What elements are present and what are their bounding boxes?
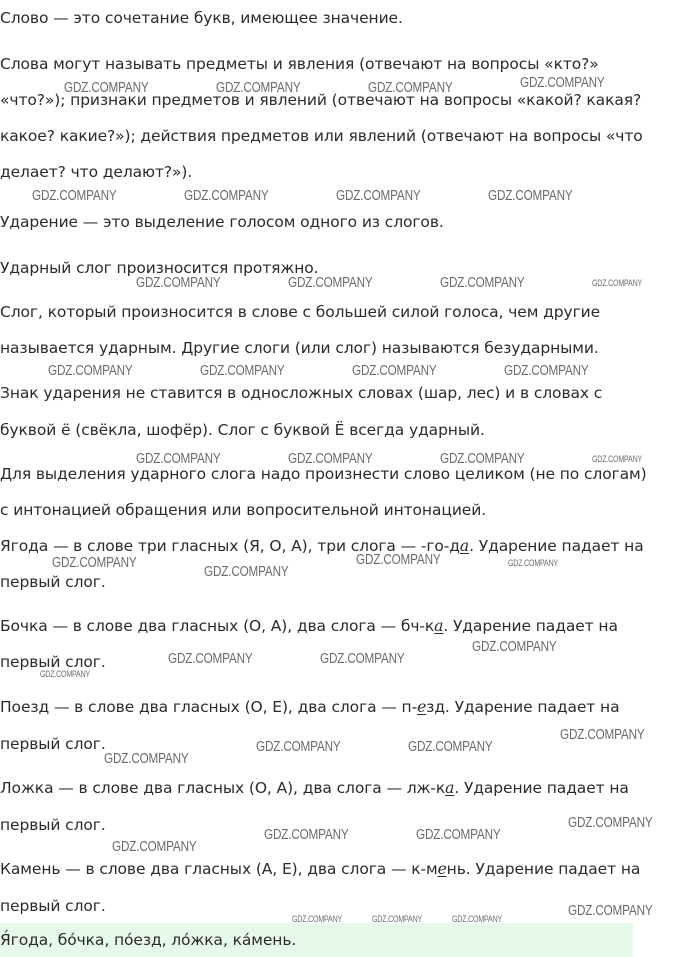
paragraph-word-types-line-1: Слова могут называть предметы и явления (отвечают на вопросы «кто?»	[0, 55, 599, 73]
watermark: GDZ.COMPANY	[288, 274, 373, 291]
word-analysis-poezd: Поезд — в слове два гласных (О, Е), два слога — п-езд. Ударение падает на	[0, 698, 620, 716]
watermark: GDZ.COMPANY	[136, 450, 221, 467]
watermark: GDZ.COMPANY	[104, 750, 189, 767]
paragraph-word-types-line-3: какое? какие?»); действия предметов или явлений (отвечают на вопросы «что	[0, 127, 643, 145]
watermark: GDZ.COMPANY	[560, 726, 645, 743]
watermark: GDZ.COMPANY	[472, 638, 557, 655]
stressed-vowel: е	[437, 860, 447, 878]
paragraph-word-types-line-2: «что?»); признаки предметов и явлений (отвечают на вопросы «какой? какая?	[0, 91, 642, 109]
watermark: GDZ.COMPANY	[168, 650, 253, 667]
paragraph-how-to-find-line-2: с интонацией обращения или вопросительной интонацией.	[0, 501, 487, 519]
watermark: GDZ.COMPANY	[592, 278, 643, 288]
paragraph-word-definition: Слово — это сочетание букв, имеющее значение.	[0, 9, 403, 27]
watermark: GDZ.COMPANY	[40, 669, 91, 679]
watermark: GDZ.COMPANY	[592, 454, 643, 464]
watermark: GDZ.COMPANY	[336, 187, 421, 204]
watermark: GDZ.COMPANY	[32, 187, 117, 204]
watermark: GDZ.COMPANY	[508, 558, 559, 568]
watermark: GDZ.COMPANY	[136, 274, 221, 291]
watermark: GDZ.COMPANY	[352, 362, 437, 379]
watermark: GDZ.COMPANY	[408, 738, 493, 755]
paragraph-stress-mark-line-2: буквой ё (свёкла, шофёр). Слог с буквой Ё всегда ударный.	[0, 421, 485, 439]
watermark: GDZ.COMPANY	[320, 650, 405, 667]
paragraph-how-to-find-line-1: Для выделения ударного слога надо произнести слово целиком (не по слогам)	[0, 465, 647, 483]
watermark: GDZ.COMPANY	[416, 826, 501, 843]
watermark: GDZ.COMPANY	[112, 838, 197, 855]
paragraph-stressed-syllable: Ударный слог произносится протяжно.	[0, 259, 319, 277]
paragraph-stress-definition: Ударение — это выделение голосом одного из слогов.	[0, 213, 444, 231]
watermark: GDZ.COMPANY	[440, 274, 525, 291]
watermark: GDZ.COMPANY	[440, 450, 525, 467]
watermark: GDZ.COMPANY	[356, 551, 441, 568]
paragraph-word-types-line-4: делает? что делают?»).	[0, 163, 193, 181]
word-analysis-kamen: Камень — в слове два гласных (А, Е), два слога — к-мень. Ударение падает на	[0, 860, 641, 878]
watermark: GDZ.COMPANY	[64, 79, 149, 96]
watermark: GDZ.COMPANY	[264, 826, 349, 843]
watermark: GDZ.COMPANY	[488, 187, 573, 204]
word-analysis-poezd-line-2: первый слог.	[0, 735, 106, 753]
watermark: GDZ.COMPANY	[256, 738, 341, 755]
watermark: GDZ.COMPANY	[368, 79, 453, 96]
word-analysis-bochka: Бочка — в слове два гласных (О, А), два слога — бч-ка. Ударение падает на	[0, 617, 618, 635]
watermark: GDZ.COMPANY	[184, 187, 269, 204]
watermark: GDZ.COMPANY	[48, 362, 133, 379]
watermark: GDZ.COMPANY	[504, 362, 589, 379]
watermark: GDZ.COMPANY	[568, 814, 653, 831]
watermark: GDZ.COMPANY	[200, 362, 285, 379]
paragraph-stress-force-line-1: Слог, который произносится в слове с большей силой голоса, чем другие	[0, 303, 601, 321]
watermark: GDZ.COMPANY	[52, 554, 137, 571]
word-analysis-lozhka: Ложка — в слове два гласных (О, А), два слога — лж-ка. Ударение падает на	[0, 779, 629, 797]
stressed-vowel: а	[459, 537, 470, 555]
word-analysis-lozhka-line-2: первый слог.	[0, 816, 106, 834]
answer-text: Я́года, бо́чка, по́езд, ло́жка, ка́мень.	[0, 931, 297, 949]
word-analysis-bochka-line-2: первый слог.	[0, 653, 106, 671]
watermark: GDZ.COMPANY	[216, 79, 301, 96]
stressed-vowel: а	[434, 617, 444, 635]
watermark: GDZ.COMPANY	[288, 450, 373, 467]
watermark: GDZ.COMPANY	[452, 914, 503, 924]
watermark: GDZ.COMPANY	[520, 74, 605, 91]
watermark: GDZ.COMPANY	[204, 563, 289, 580]
watermark: GDZ.COMPANY	[372, 914, 423, 924]
watermark: GDZ.COMPANY	[568, 902, 653, 919]
stressed-vowel: е	[417, 698, 427, 716]
stressed-vowel: а	[445, 779, 455, 797]
watermark: GDZ.COMPANY	[292, 914, 343, 924]
word-analysis-yagoda-line-2: первый слог.	[0, 573, 106, 591]
paragraph-stress-mark-line-1: Знак ударения не ставится в односложных словах (шар, лес) и в словах с	[0, 384, 603, 402]
word-analysis-yagoda: Ягода — в слове три гласных (Я, О, А), три слога — -го-да. Ударение падает на	[0, 537, 644, 555]
paragraph-stress-force-line-2: называется ударным. Другие слоги (или слог) называются безударными.	[0, 339, 599, 357]
word-analysis-kamen-line-2: первый слог.	[0, 897, 106, 915]
